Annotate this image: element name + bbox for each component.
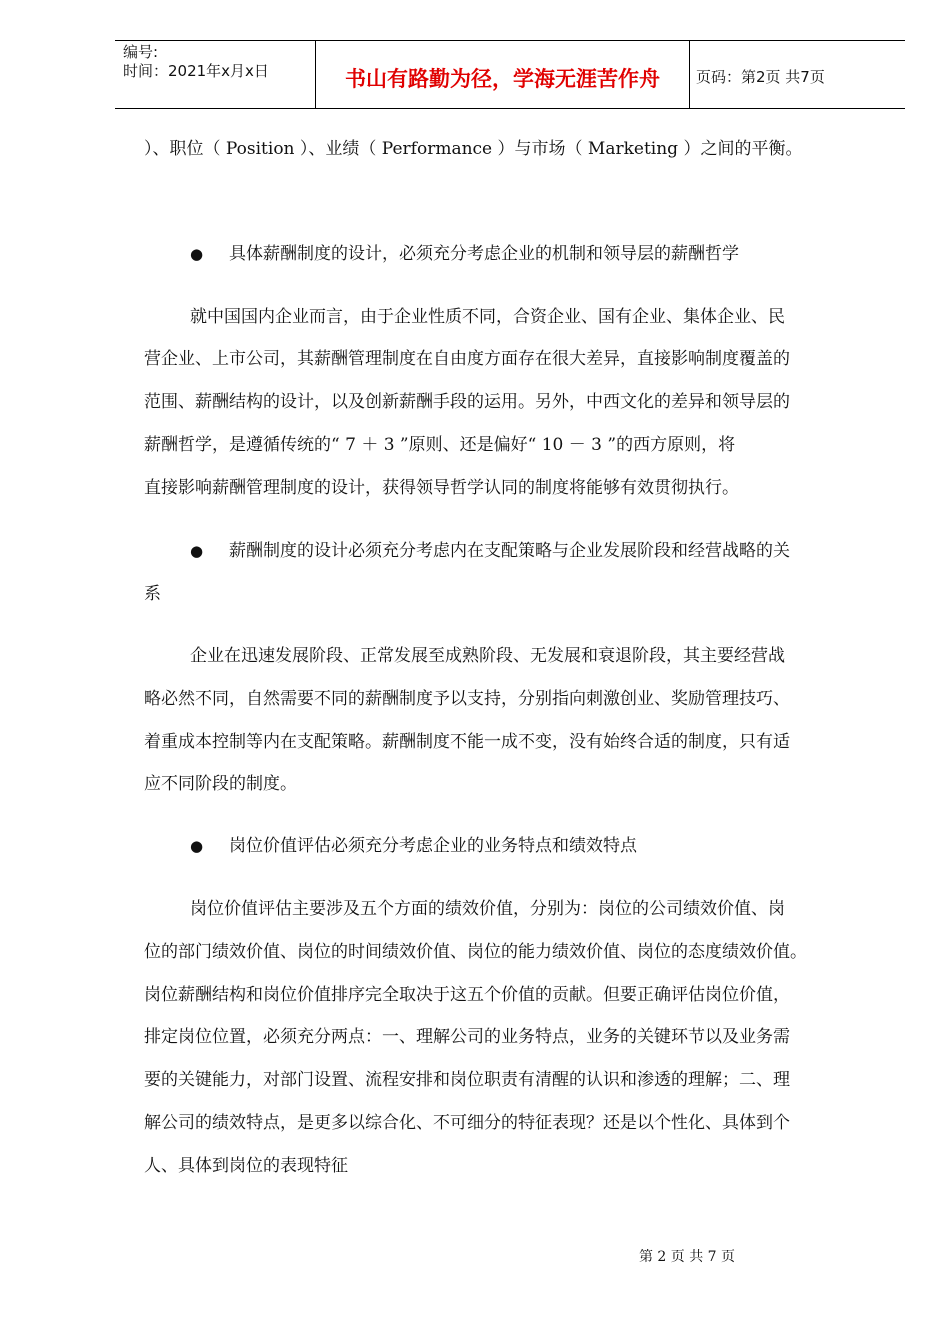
text-line: 位的部门绩效价值、岗位的时间绩效价值、岗位的能力绩效价值、岗位的态度绩效价值。 — [144, 942, 807, 962]
footer-page-number: 第 2 页 共 7 页 — [638, 1249, 736, 1265]
text-line: 排定岗位位置，必须充分两点：一、理解公司的业务特点，业务的关键环节以及业务需 — [144, 1027, 790, 1047]
text-line: 解公司的绩效特点，是更多以综合化、不可细分的特征表现？还是以个性化、具体到个 — [144, 1113, 790, 1133]
text-line: 应不同阶段的制度。 — [144, 774, 297, 794]
bullet-icon: ● — [190, 542, 204, 560]
bullet-heading: 岗位价值评估必须充分考虑企业的业务特点和绩效特点 — [229, 836, 637, 856]
text-line: 直接影响薪酬管理制度的设计，获得领导哲学认同的制度将能够有效贯彻执行。 — [144, 478, 739, 498]
text-line: ）、职位（ Position ）、业绩（ Performance ）与市场（ Marketing ）之间的平衡。 — [144, 139, 803, 159]
text-line: 就中国国内企业而言，由于企业性质不同，合资企业、国有企业、集体企业、民 — [190, 307, 785, 327]
text-line: 薪酬哲学，是遵循传统的“ 7 ＋ 3 ”原则、还是偏好“ 10 － 3 ”的西方原则，将 — [144, 435, 736, 455]
number-label: 编号: — [123, 43, 159, 61]
text-line: 范围、薪酬结构的设计，以及创新薪酬手段的运用。另外，中西文化的差异和领导层的 — [144, 392, 790, 412]
motto-text: 书山有路勤为径，学海无涯苦作舟 — [345, 67, 660, 91]
text-line: 岗位薪酬结构和岗位价值排序完全取决于这五个价值的贡献。但要正确评估岗位价值， — [144, 985, 790, 1005]
text-line: 企业在迅速发展阶段、正常发展至成熟阶段、无发展和衰退阶段，其主要经营战 — [190, 646, 785, 666]
page-footer — [0, 1246, 950, 1266]
text-line: 略必然不同，自然需要不同的薪酬制度予以支持，分别指向刺激创业、奖励管理技巧、 — [144, 689, 790, 709]
bullet-heading: 具体薪酬制度的设计，必须充分考虑企业的机制和领导层的薪酬哲学 — [229, 244, 739, 264]
text-line: 岗位价值评估主要涉及五个方面的绩效价值，分别为：岗位的公司绩效价值、岗 — [190, 899, 785, 919]
bullet-icon: ● — [190, 837, 204, 855]
bullet-heading-cont: 系 — [144, 584, 161, 604]
bullet-icon: ● — [190, 245, 204, 263]
time-label: 时间：2021年x月x日 — [123, 62, 269, 80]
text-line: 人、具体到岗位的表现特征 — [144, 1156, 348, 1176]
text-line: 要的关键能力，对部门设置、流程安排和岗位职责有清醒的认识和渗透的理解；二、理 — [144, 1070, 790, 1090]
text-line: 营企业、上市公司，其薪酬管理制度在自由度方面存在很大差异，直接影响制度覆盖的 — [144, 349, 790, 369]
page-number-label: 页码：第2页 共7页 — [696, 68, 825, 86]
text-line: 着重成本控制等内在支配策略。薪酬制度不能一成不变，没有始终合适的制度，只有适 — [144, 732, 790, 752]
bullet-heading: 薪酬制度的设计必须充分考虑内在支配策略与企业发展阶段和经营战略的关 — [229, 541, 790, 561]
